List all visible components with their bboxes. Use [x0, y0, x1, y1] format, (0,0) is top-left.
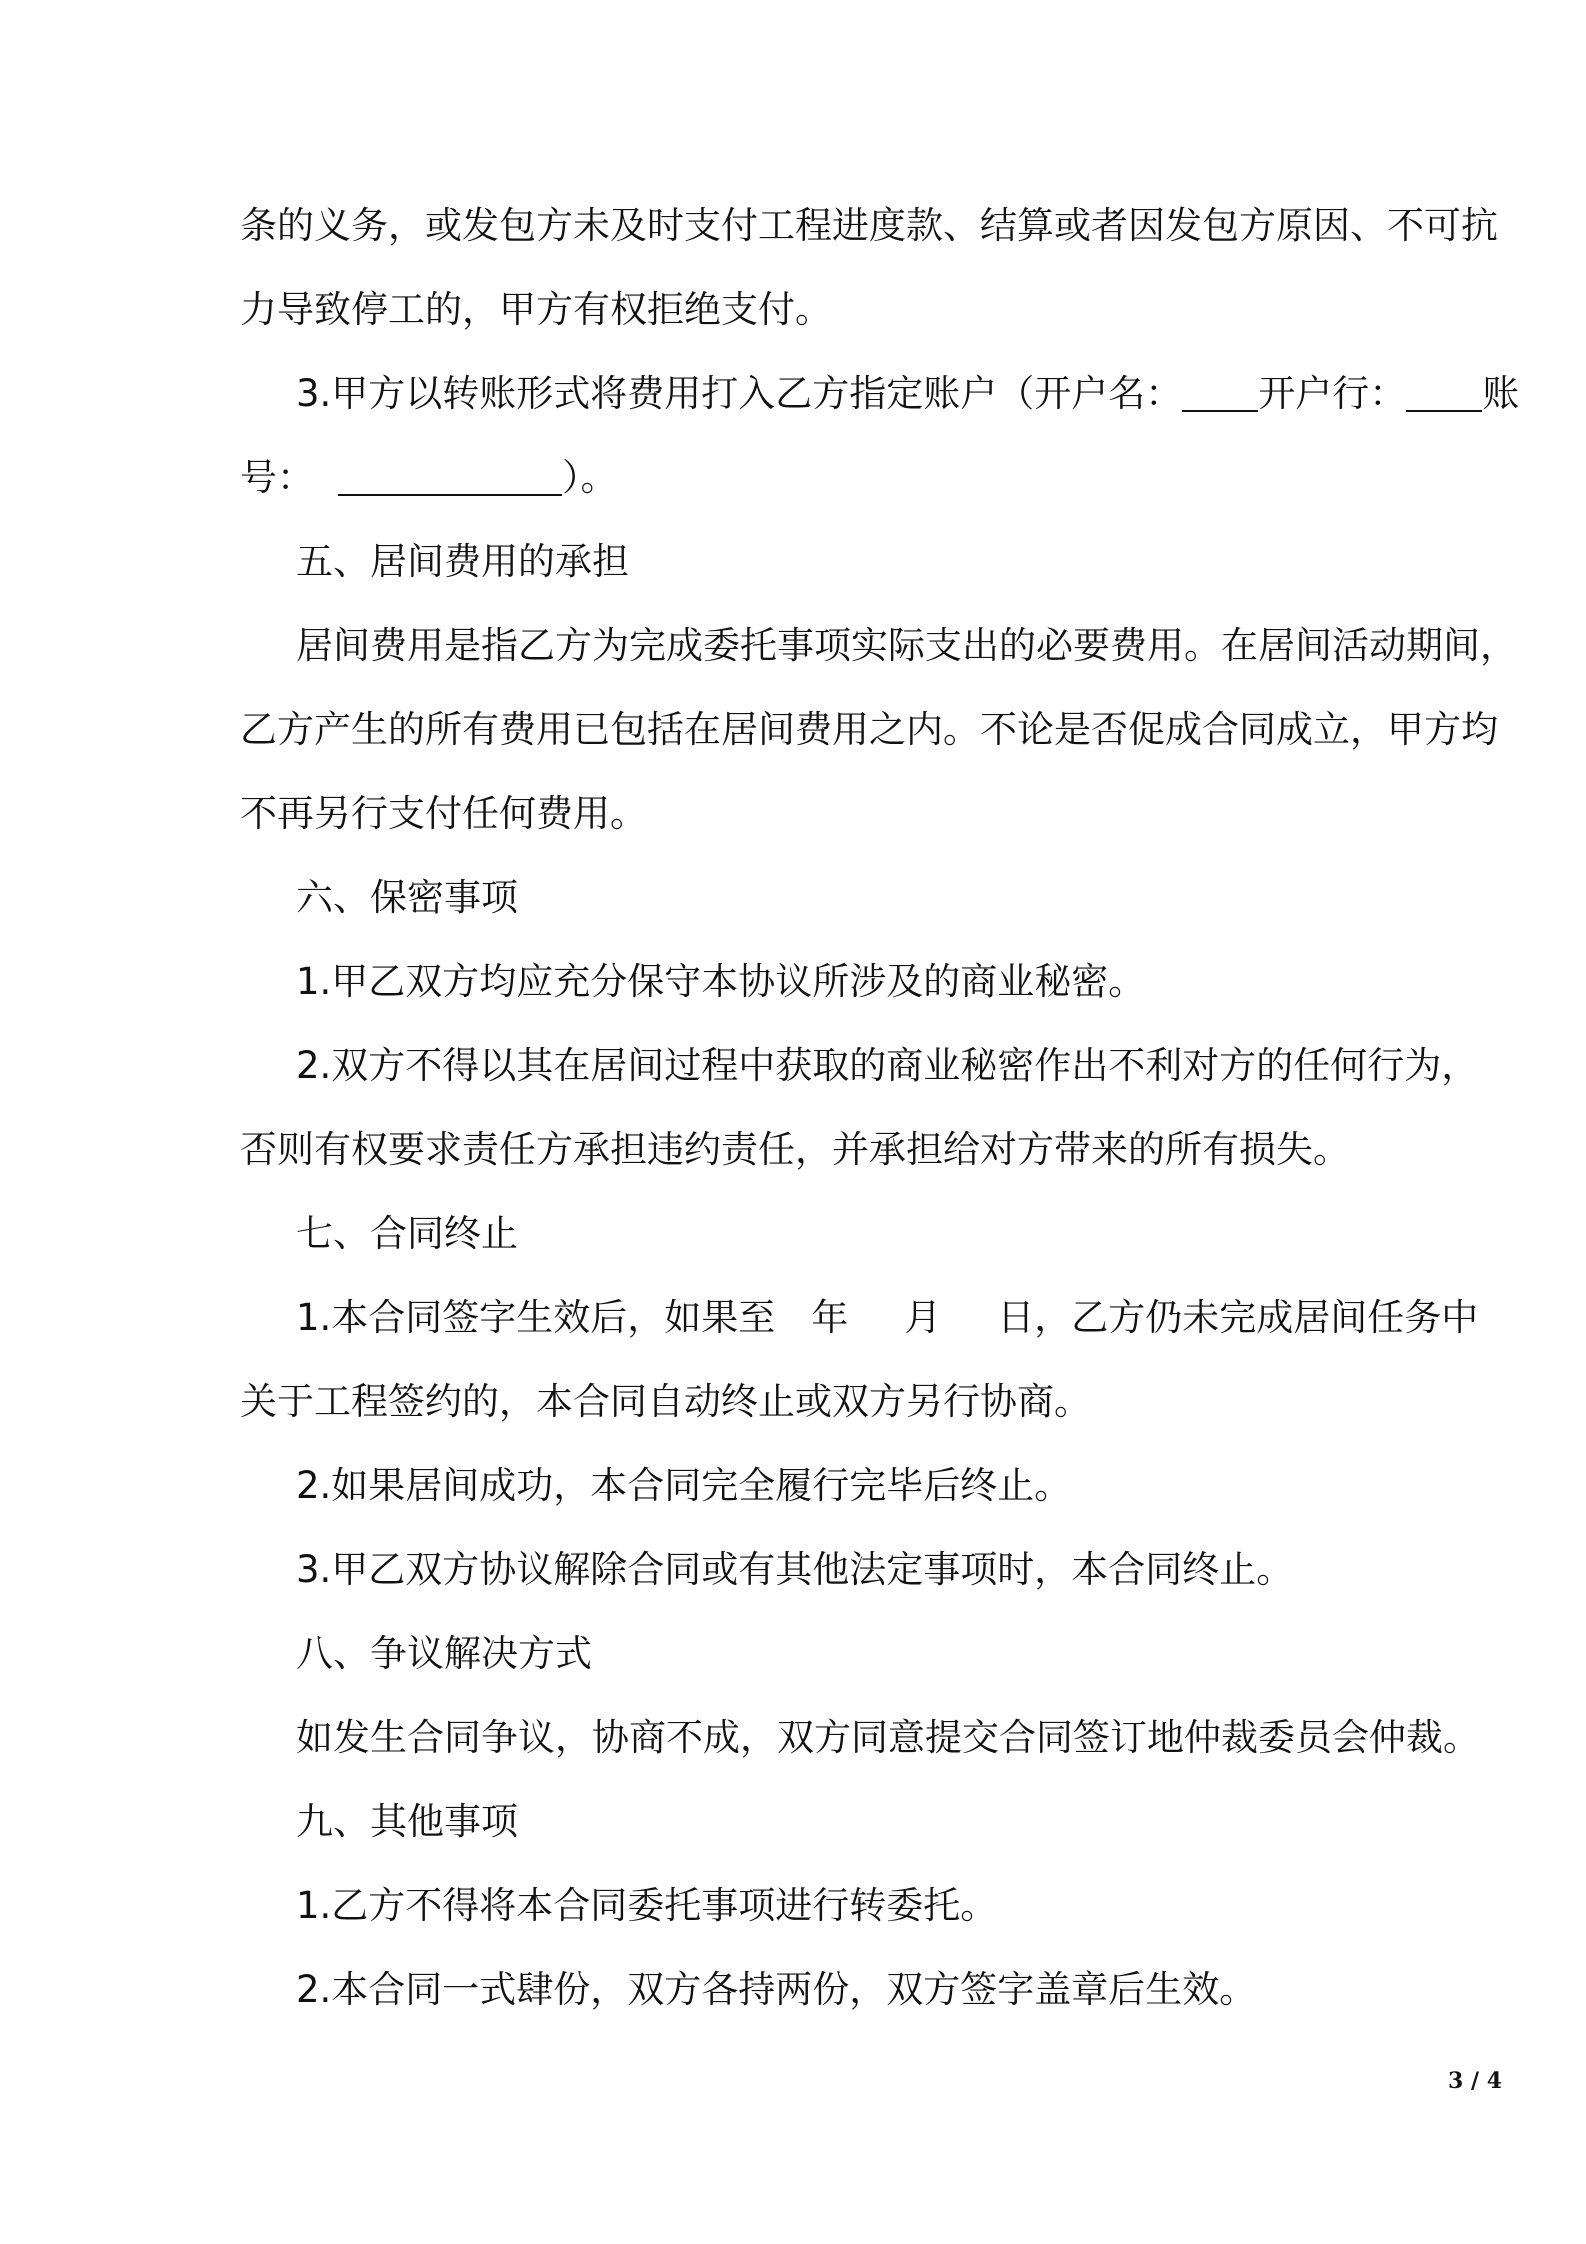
- account-name-blank: [1182, 376, 1258, 412]
- account-info-close: ）。: [562, 456, 618, 499]
- account-number-line: [240, 450, 1504, 506]
- paragraph-line: 如发生合同争议，协商不成，双方同意提交合同签订地仲裁委员会仲裁。: [296, 1716, 1480, 1759]
- day-label: 日，乙方仍未完成居间任务中: [997, 1296, 1479, 1339]
- paragraph-line: 关于工程签约的，本合同自动终止或双方另行协商。: [240, 1380, 1091, 1423]
- account-number-blank: [338, 460, 562, 496]
- paragraph-line: 乙方产生的所有费用已包括在居间费用之内。不论是否促成合同成立，甲方均: [240, 708, 1498, 751]
- termination-text: 1.本合同签字生效后，如果至: [296, 1296, 776, 1339]
- account-number-label-end: 号：: [240, 456, 314, 499]
- paragraph-line: 条的义务，或发包方未及时支付工程进度款、结算或者因发包方原因、不可抗: [240, 204, 1498, 247]
- account-number-label-start: 账: [1482, 372, 1520, 415]
- section-heading: 七、合同终止: [296, 1212, 518, 1255]
- year-label: 年: [811, 1296, 849, 1339]
- bank-label: 开户行：: [1258, 372, 1407, 415]
- section-heading: 九、其他事项: [296, 1800, 518, 1843]
- paragraph-line: 3.甲乙双方协议解除合同或有其他法定事项时，本合同终止。: [296, 1548, 1294, 1591]
- paragraph-line: 否则有权要求责任方承担违约责任，并承担给对方带来的所有损失。: [240, 1128, 1350, 1171]
- section-heading: 五、居间费用的承担: [296, 540, 629, 583]
- section-heading: 八、争议解决方式: [296, 1632, 592, 1675]
- termination-date-line: [240, 1290, 1560, 1346]
- account-info-text: 3.甲方以转账形式将费用打入乙方指定账户（开户名：: [296, 372, 1183, 415]
- paragraph-line: 2.如果居间成功，本合同完全履行完毕后终止。: [296, 1464, 1072, 1507]
- section-heading: 六、保密事项: [296, 876, 518, 919]
- paragraph-line: 居间费用是指乙方为完成委托事项实际支出的必要费用。在居间活动期间，: [296, 624, 1517, 667]
- month-label: 月: [904, 1296, 942, 1339]
- paragraph-line: 2.双方不得以其在居间过程中获取的商业秘密作出不利对方的任何行为，: [296, 1044, 1479, 1087]
- page-number: 3 / 4: [1448, 2068, 1502, 2094]
- account-info-line: [240, 366, 1560, 422]
- paragraph-line: 1.甲乙双方均应充分保守本协议所涉及的商业秘密。: [296, 960, 1146, 1003]
- paragraph-line: 不再另行支付任何费用。: [240, 792, 647, 835]
- paragraph-line: 2.本合同一式肆份，双方各持两份，双方签字盖章后生效。: [296, 1968, 1257, 2011]
- bank-blank: [1406, 376, 1482, 412]
- paragraph-line: 1.乙方不得将本合同委托事项进行转委托。: [296, 1884, 998, 1927]
- paragraph-line: 力导致停工的，甲方有权拒绝支付。: [240, 288, 832, 331]
